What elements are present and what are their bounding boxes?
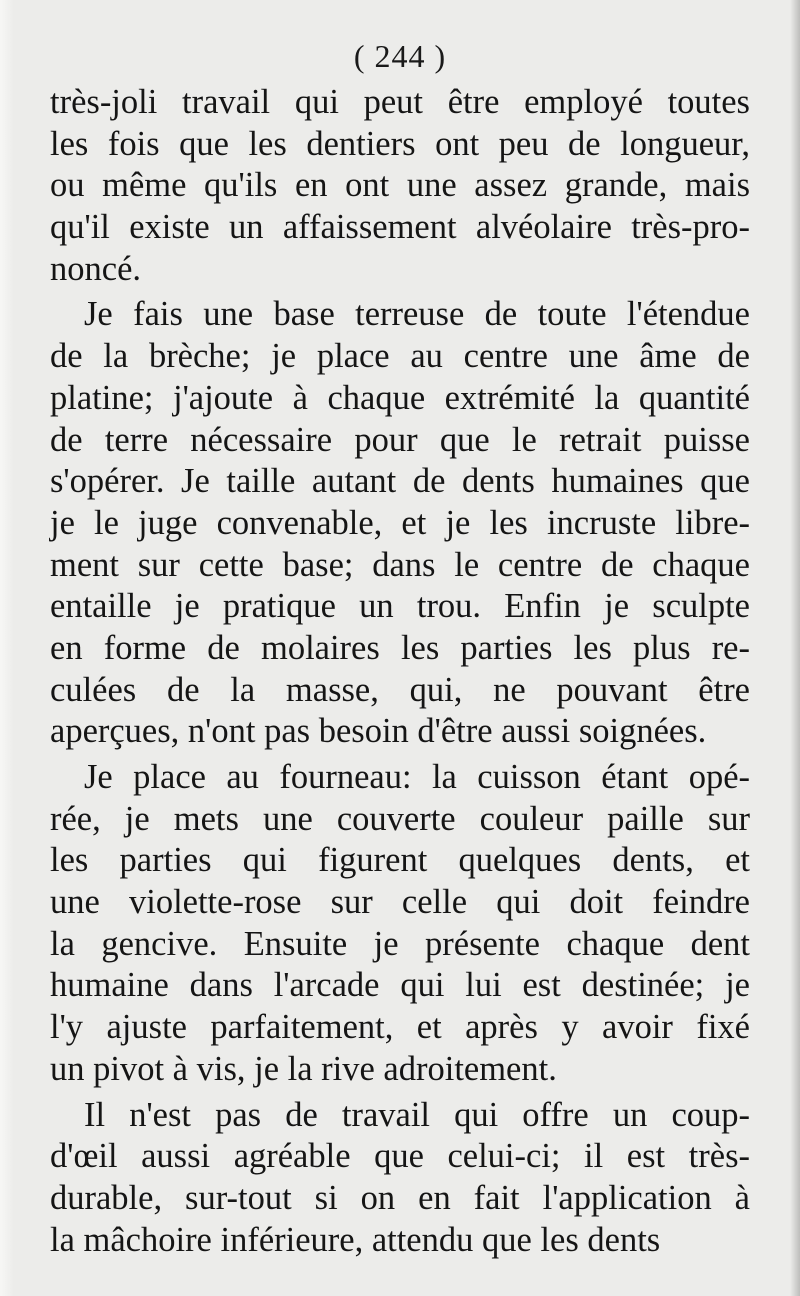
paragraph [50,1095,750,1262]
text-line: très-joli travail qui peut être employé toutes [50,83,750,121]
text-line: une violette-rose sur celle qui doit feindre [50,883,750,922]
text-line: humaine dans l'arcade qui lui est destinée; je [50,966,750,1005]
page-edge-left [0,0,14,1296]
text-line: entaille je pratique un trou. Enfin je sculpte [50,587,750,626]
text-line: de terre nécessaire pour que le retrait puisse [50,420,750,459]
text-line: platine; j'ajoute à chaque extrémité la quantité [50,378,750,417]
page-edge-right [790,0,800,1296]
paragraph [50,294,750,753]
text-line: les fois que les dentiers ont peu de longueur, [50,124,750,163]
page-number: ( 244 ) [353,38,447,74]
text-line: d'œil aussi agréable que celui-ci; il est très- [50,1137,750,1176]
text-line: en forme de molaires les parties les plus re- [50,628,750,667]
text-line: Je fais une base terreuse de toute l'étendue [84,295,750,334]
text-line: l'y ajuste parfaitement, et après y avoir fixé [50,1008,750,1047]
paragraph [50,757,750,1091]
text-line: ou même qu'ils en ont une assez grande, mais [50,166,750,205]
text-line: rée, je mets une couverte couleur paille sur [50,799,750,838]
body-text [50,82,750,1265]
text-line: culées de la masse, qui, ne pouvant être [50,670,750,709]
text-line: je le juge convenable, et je les incruste libre- [50,503,750,542]
text-line: la gencive. Ensuite je présente chaque dent [50,924,750,963]
text-line: la mâchoire inférieure, attendu que les dents [50,1220,661,1259]
text-line: s'opérer. Je taille autant de dents humaines que [50,462,750,501]
text-line: les parties qui figurent quelques dents, et [50,841,750,880]
text-line: qu'il existe un affaissement alvéolaire très-pro- [50,208,750,247]
text-line: durable, sur-tout si on en fait l'application à [50,1178,750,1217]
text-line: noncé. [50,249,142,288]
text-line: ment sur cette base; dans le centre de chaque [50,545,750,584]
paragraph [50,82,750,290]
text-line: un pivot à vis, je la rive adroitement. [50,1049,557,1088]
text-line: aperçues, n'ont pas besoin d'être aussi soignées. [50,712,707,751]
text-line: Je place au fourneau: la cuisson étant opé- [84,758,750,796]
text-line: Il n'est pas de travail qui offre un coup- [84,1095,750,1134]
text-line: de la brèche; je place au centre une âme de [50,337,750,376]
